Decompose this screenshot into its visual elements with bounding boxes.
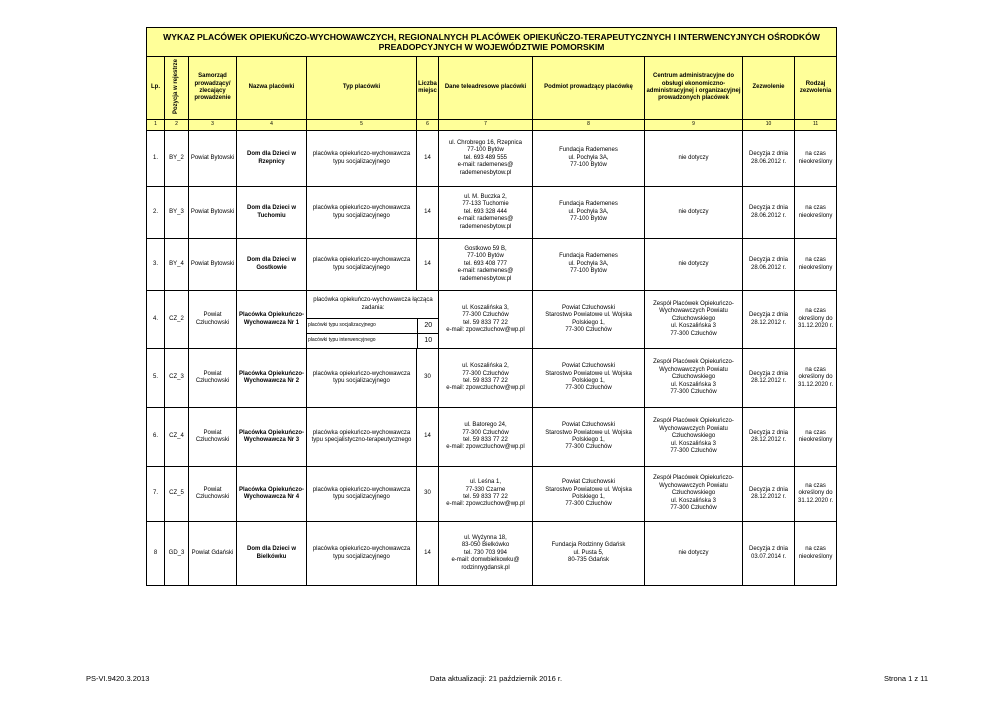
- row-centrum-kod: 77-300 Człuchów: [670, 505, 717, 512]
- row-dane-teleadresowe: [439, 408, 533, 467]
- row-kod: 77-100 Bytów: [467, 253, 504, 260]
- row-kod: 77-300 Człuchów: [462, 312, 509, 319]
- row-dane-teleadresowe: [439, 467, 533, 522]
- registry-table: [146, 27, 837, 586]
- row-typ: placówka opiekuńczo-wychowawcza typu specjalistyczno-terapeutycznego: [307, 408, 417, 467]
- row-liczba: 30: [417, 467, 439, 522]
- row-kod: 77-300 Człuchów: [462, 370, 509, 377]
- table-row: [147, 187, 837, 239]
- row-podmiot-adres: Starostwo Powiatowe ul. Wojska Polskiego 1,: [545, 370, 632, 384]
- header-podmiot: Podmiot prowadzący placówkę: [533, 57, 645, 120]
- row-podmiot: [533, 131, 645, 187]
- row-typ-sub2: placówki typu interwencyjnego: [307, 334, 417, 348]
- row-lp: 6.: [147, 408, 165, 467]
- column-number: 6: [417, 120, 439, 131]
- row-kod: 83-050 Bielkówko: [461, 542, 510, 549]
- row-centrum-nazwa: nie dotyczy: [678, 549, 709, 556]
- column-number: 10: [743, 120, 795, 131]
- row-nazwa: Placówka Opiekuńczo-Wychowawcza Nr 1: [237, 291, 307, 349]
- row-podmiot: [533, 349, 645, 408]
- row-podmiot-nazwa: Powiat Człuchowski: [561, 422, 616, 429]
- row-adres: ul. Wyżynna 18,: [464, 534, 507, 541]
- row-rodzaj: na czas nieokreślony: [795, 131, 837, 187]
- header-samorzad: Samorząd prowadzący/ zlecający prowadzenie: [189, 57, 237, 120]
- row-centrum-nazwa: Zespół Placówek Opiekuńczo-Wychowawczych Powiatu Człuchowskiego: [653, 359, 734, 381]
- column-number: 3: [189, 120, 237, 131]
- table-row: [147, 349, 837, 408]
- row-podmiot-kod: 77-300 Człuchów: [565, 501, 612, 508]
- row-rejestr: BY_4: [165, 239, 189, 291]
- row-centrum-nazwa: Zespół Placówek Opiekuńczo-Wychowawczych Powiatu Człuchowskiego: [653, 418, 734, 440]
- header-liczba: Liczba miejsc: [417, 57, 439, 120]
- row-email: e-mail: rademenes@ rademenesbytow.pl: [457, 216, 514, 230]
- row-samorzad: Powiat Człuchowski: [189, 349, 237, 408]
- row-nazwa: Placówka Opiekuńczo-Wychowawcza Nr 2: [237, 349, 307, 408]
- row-adres: ul. M. Buczka 2,: [464, 193, 507, 200]
- row-centrum-nazwa: nie dotyczy: [678, 208, 709, 215]
- row-podmiot: [533, 408, 645, 467]
- row-podmiot-kod: 77-100 Bytów: [570, 216, 607, 223]
- row-liczba: 14: [417, 187, 439, 239]
- row-samorzad: Powiat Bytowski: [189, 131, 237, 187]
- row-centrum: [645, 239, 743, 291]
- column-number: 4: [237, 120, 307, 131]
- row-centrum-nazwa: Zespół Placówek Opiekuńczo-Wychowawczych Powiatu Człuchowskiego: [653, 300, 734, 322]
- row-adres: ul. Leśna 1,: [469, 479, 502, 486]
- row-podmiot-nazwa: Fundacja Rademenes: [559, 253, 618, 260]
- row-centrum-kod: 77-300 Człuchów: [670, 389, 717, 396]
- row-podmiot-kod: 77-100 Bytów: [570, 268, 607, 275]
- row-nazwa: Dom dla Dzieci w Tuchomiu: [237, 187, 307, 239]
- row-centrum: [645, 408, 743, 467]
- row-centrum-kod: 77-300 Człuchów: [670, 448, 717, 455]
- table-row: [147, 408, 837, 467]
- row-nazwa: Placówka Opiekuńczo-Wychowawcza Nr 4: [237, 467, 307, 522]
- row-dane-teleadresowe: [439, 349, 533, 408]
- row-centrum-adres: ul. Koszalińska 3: [670, 497, 717, 504]
- row-centrum-adres: ul. Koszalińska 3: [670, 440, 717, 447]
- column-number: 9: [645, 120, 743, 131]
- row-zezwolenie: Decyzja z dnia 28.06.2012 r.: [743, 187, 795, 239]
- row-email: e-mail: rademenes@ rademenesbytow.pl: [457, 268, 514, 282]
- row-podmiot: [533, 291, 645, 349]
- row-podmiot: [533, 239, 645, 291]
- row-rejestr: CZ_4: [165, 408, 189, 467]
- row-lp: 3.: [147, 239, 165, 291]
- row-email: e-mail: rademenes@ rademenesbytow.pl: [457, 162, 514, 176]
- row-podmiot-nazwa: Powiat Człuchowski: [561, 363, 616, 370]
- row-liczba-sub2: 10: [417, 334, 439, 348]
- row-samorzad: Powiat Bytowski: [189, 239, 237, 291]
- row-centrum-nazwa: Zespół Placówek Opiekuńczo-Wychowawczych Powiatu Człuchowskiego: [653, 475, 734, 497]
- row-samorzad: Powiat Człuchowski: [189, 408, 237, 467]
- row-liczba: 14: [417, 239, 439, 291]
- document-title: WYKAZ PLACÓWEK OPIEKUŃCZO-WYCHOWAWCZYCH, REGIONALNYCH PLACÓWEK OPIEKUŃCZO-TERAPEUTYCZNYCH I INTERWENCYJNYCH OŚRODKÓW PREADOPCYJNYCH W WOJEWÓDZTWIE POMORSKIM: [147, 28, 837, 57]
- row-email: e-mail: zpowczluchow@wp.pl: [446, 326, 525, 333]
- row-lp: 4.: [147, 291, 165, 349]
- row-kod: 77-330 Czarne: [465, 486, 506, 493]
- row-adres: ul. Koszalińska 3,: [462, 304, 509, 311]
- row-podmiot-nazwa: Powiat Człuchowski: [561, 479, 616, 486]
- table-row: [147, 291, 837, 349]
- row-typ-sub1: placówki typu socjalizacyjnego: [307, 319, 417, 334]
- row-centrum-adres: ul. Koszalińska 3: [670, 381, 717, 388]
- row-centrum-adres: ul. Koszalińska 3: [670, 323, 717, 330]
- row-typ: placówka opiekuńczo-wychowawcza łącząca zadania:: [307, 291, 439, 319]
- row-zezwolenie: Decyzja z dnia 28.12.2012 r.: [743, 349, 795, 408]
- row-email: e-mail: zpowczluchow@wp.pl: [446, 444, 525, 451]
- header-typ: Typ placówki: [307, 57, 417, 120]
- row-email: e-mail: zpowczluchow@wp.pl: [446, 385, 525, 392]
- row-dane-teleadresowe: [439, 187, 533, 239]
- row-kod: 77-133 Tuchomie: [462, 201, 509, 208]
- row-telefon: tel. 693 328 444: [463, 208, 508, 215]
- row-nazwa: Dom dla Dzieci w Gostkowie: [237, 239, 307, 291]
- row-typ: placówka opiekuńczo-wychowawcza typu socjalizacyjnego: [307, 239, 417, 291]
- row-rejestr: BY_2: [165, 131, 189, 187]
- row-rodzaj: na czas określony do 31.12.2020 r.: [795, 349, 837, 408]
- row-zezwolenie: Decyzja z dnia 28.12.2012 r.: [743, 408, 795, 467]
- row-rejestr: BY_3: [165, 187, 189, 239]
- row-podmiot-adres: ul. Pusta 5,: [573, 549, 604, 556]
- row-samorzad: Powiat Człuchowski: [189, 467, 237, 522]
- row-podmiot-adres: Starostwo Powiatowe ul. Wojska Polskiego 1,: [545, 429, 632, 443]
- row-podmiot-kod: 77-100 Bytów: [570, 162, 607, 169]
- footer-reference: PS-VI.9420.3.2013: [86, 674, 150, 683]
- row-lp: 5.: [147, 349, 165, 408]
- row-lp: 1.: [147, 131, 165, 187]
- table-row: [147, 239, 837, 291]
- row-rejestr: GD_3: [165, 522, 189, 586]
- header-rejestr: Pozycja w rejestrze: [165, 57, 189, 120]
- table-row: [147, 467, 837, 522]
- row-typ: placówka opiekuńczo-wychowawcza typu socjalizacyjnego: [307, 349, 417, 408]
- header-dane: Dane teleadresowe placówki: [439, 57, 533, 120]
- row-rejestr: CZ_2: [165, 291, 189, 349]
- header-centrum: Centrum administracyjne do obsługi ekonomiczno-administracyjnej i organizacyjnej prowadzonych placówek: [645, 57, 743, 120]
- column-number: 8: [533, 120, 645, 131]
- row-podmiot-adres: ul. Pochyła 3A,: [568, 154, 609, 161]
- column-number: 2: [165, 120, 189, 131]
- column-number: 1: [147, 120, 165, 131]
- footer-date: Data aktualizacji: 21 październik 2016 r.: [429, 674, 563, 683]
- row-rodzaj: na czas nieokreślony: [795, 408, 837, 467]
- row-liczba: 14: [417, 131, 439, 187]
- column-number: 11: [795, 120, 837, 131]
- row-podmiot-adres: ul. Pochyła 3A,: [568, 208, 609, 215]
- row-telefon: tel. 59 833 77 22: [463, 378, 508, 384]
- row-rodzaj: na czas określony do 31.12.2020 r.: [795, 467, 837, 522]
- row-liczba: 30: [417, 349, 439, 408]
- row-centrum: [645, 131, 743, 187]
- registry-sheet: [146, 27, 836, 594]
- row-typ: placówka opiekuńczo-wychowawcza typu socjalizacyjnego: [307, 522, 417, 586]
- row-email: e-mail: zpowczluchow@wp.pl: [446, 501, 525, 508]
- footer-page: Strona 1 z 11: [883, 674, 928, 683]
- row-lp: 2.: [147, 187, 165, 239]
- row-telefon: tel. 59 833 77 22: [463, 437, 508, 443]
- row-podmiot: [533, 187, 645, 239]
- row-email: e-mail: domwbielkowku@ rodzinnygdansk.pl: [451, 557, 520, 571]
- row-centrum: [645, 349, 743, 408]
- table-row: [147, 131, 837, 187]
- row-podmiot-nazwa: Fundacja Rademenes: [559, 147, 618, 154]
- row-podmiot-nazwa: Fundacja Rademenes: [559, 201, 618, 208]
- row-dane-teleadresowe: [439, 131, 533, 187]
- row-lp: 7.: [147, 467, 165, 522]
- row-podmiot-adres: Starostwo Powiatowe ul. Wojska Polskiego 1,: [545, 312, 632, 326]
- row-telefon: tel. 59 833 77 22: [463, 494, 508, 500]
- column-number: 7: [439, 120, 533, 131]
- row-telefon: tel. 59 833 77 22: [463, 319, 508, 326]
- row-centrum: [645, 291, 743, 349]
- row-typ: placówka opiekuńczo-wychowawcza typu socjalizacyjnego: [307, 187, 417, 239]
- row-liczba-sub1: 20: [417, 319, 439, 334]
- row-zezwolenie: Decyzja z dnia 28.06.2012 r.: [743, 239, 795, 291]
- row-podmiot-adres: Starostwo Powiatowe ul. Wojska Polskiego 1,: [545, 486, 632, 500]
- row-typ: placówka opiekuńczo-wychowawcza typu socjalizacyjnego: [307, 467, 417, 522]
- row-telefon: tel. 693 489 555: [463, 154, 508, 161]
- row-nazwa: Dom dla Dzieci w Rzepnicy: [237, 131, 307, 187]
- row-samorzad: Powiat Bytowski: [189, 187, 237, 239]
- row-dane-teleadresowe: [439, 239, 533, 291]
- row-nazwa: Placówka Opiekuńczo-Wychowawcza Nr 3: [237, 408, 307, 467]
- row-podmiot-kod: 77-300 Człuchów: [565, 326, 612, 333]
- row-nazwa: Dom dla Dzieci w Bielkówku: [237, 522, 307, 586]
- row-adres: Gostkowo 59 B,: [464, 245, 507, 252]
- table-body: [147, 131, 837, 586]
- row-rodzaj: na czas nieokreślony: [795, 522, 837, 586]
- row-dane-teleadresowe: [439, 522, 533, 586]
- row-adres: ul. Chrobrego 16, Rzepnica: [448, 139, 523, 146]
- row-zezwolenie: Decyzja z dnia 28.12.2012 r.: [743, 291, 795, 349]
- row-kod: 77-300 Człuchów: [462, 429, 509, 436]
- row-centrum-kod: 77-300 Człuchów: [670, 330, 717, 337]
- row-zezwolenie: Decyzja z dnia 03.07.2014 r.: [743, 522, 795, 586]
- row-podmiot-kod: 77-300 Człuchów: [565, 385, 612, 392]
- row-adres: ul. Koszalińska 2,: [462, 363, 509, 370]
- row-podmiot-nazwa: Fundacja Rodzinny Gdańsk: [551, 542, 626, 549]
- column-number-row: [147, 120, 837, 131]
- row-rodzaj: na czas nieokreślony: [795, 239, 837, 291]
- header-nazwa: Nazwa placówki: [237, 57, 307, 120]
- row-typ: placówka opiekuńczo-wychowawcza typu socjalizacyjnego: [307, 131, 417, 187]
- row-centrum: [645, 187, 743, 239]
- header-lp: Lp.: [147, 57, 165, 120]
- row-zezwolenie: Decyzja z dnia 28.12.2012 r.: [743, 467, 795, 522]
- row-dane-teleadresowe: [439, 291, 533, 349]
- row-typ-combined: [307, 291, 439, 349]
- row-rodzaj: na czas nieokreślony: [795, 187, 837, 239]
- table-row: [147, 522, 837, 586]
- row-centrum: [645, 467, 743, 522]
- row-podmiot-kod: 80-735 Gdańsk: [567, 557, 610, 564]
- row-telefon: tel. 730 703 994: [463, 549, 508, 556]
- column-number: 5: [307, 120, 417, 131]
- row-centrum: [645, 522, 743, 586]
- row-podmiot-nazwa: Powiat Człuchowski: [561, 304, 616, 311]
- row-samorzad: Powiat Gdański: [189, 522, 237, 586]
- row-podmiot-kod: 77-300 Człuchów: [565, 444, 612, 451]
- row-rodzaj: na czas określony do 31.12.2020 r.: [795, 291, 837, 349]
- row-adres: ul. Batorego 24,: [464, 422, 507, 429]
- row-lp: 8: [147, 522, 165, 586]
- row-telefon: tel. 693 408 777: [463, 260, 508, 267]
- row-centrum-nazwa: nie dotyczy: [678, 154, 709, 161]
- row-podmiot: [533, 522, 645, 586]
- header-rodzaj: Rodzaj zezwolenia: [795, 57, 837, 120]
- row-zezwolenie: Decyzja z dnia 28.06.2012 r.: [743, 131, 795, 187]
- header-zezwolenie: Zezwolenie: [743, 57, 795, 120]
- row-liczba: 14: [417, 408, 439, 467]
- row-kod: 77-100 Bytów: [467, 147, 504, 154]
- row-rejestr: CZ_3: [165, 349, 189, 408]
- row-liczba: 14: [417, 522, 439, 586]
- row-podmiot-adres: ul. Pochyła 3A,: [568, 260, 609, 267]
- row-centrum-nazwa: nie dotyczy: [678, 260, 709, 267]
- row-samorzad: Powiat Człuchowski: [189, 291, 237, 349]
- row-rejestr: CZ_5: [165, 467, 189, 522]
- row-podmiot: [533, 467, 645, 522]
